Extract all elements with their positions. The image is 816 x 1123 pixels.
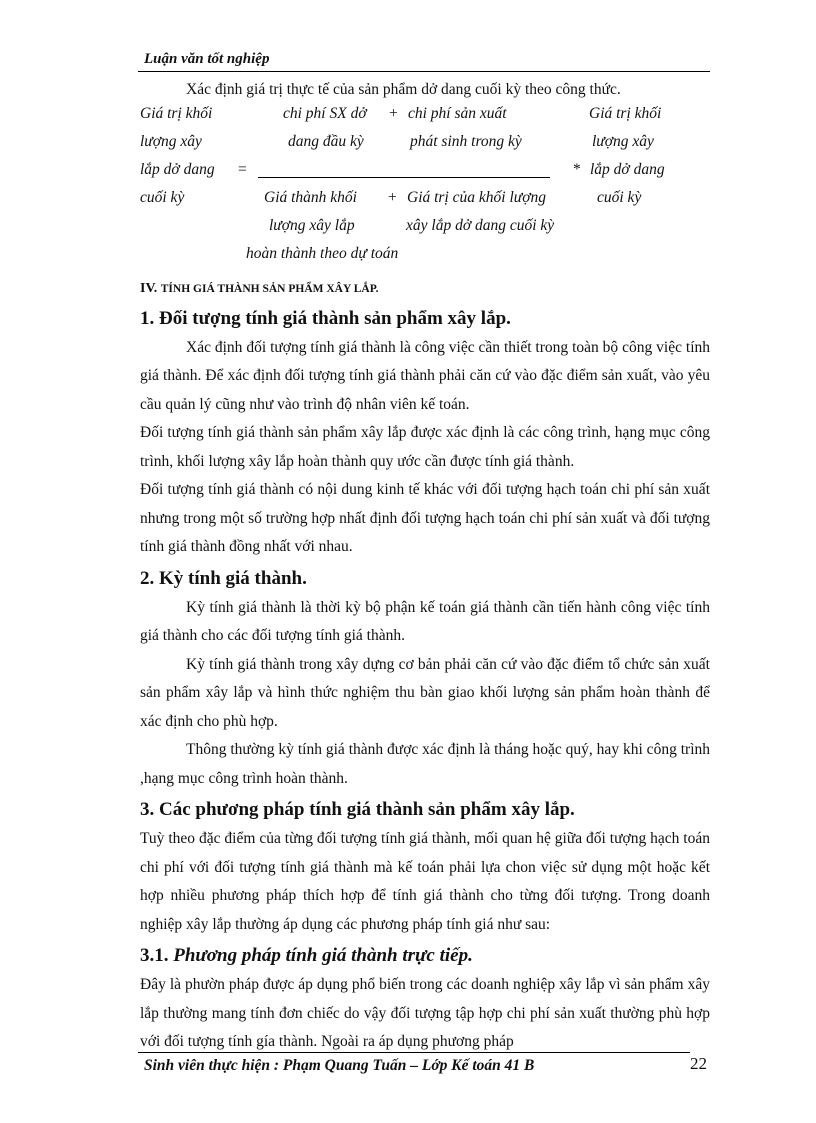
section-2-paragraph-3: Thông thường kỳ tính giá thành được xác định là tháng hoặc quý, hay khi công trình ,hạng mục công trình hoàn thành.: [140, 741, 710, 787]
running-footer: Sinh viên thực hiện : Phạm Quang Tuấn – Lớp Kế toán 41 B: [144, 1057, 535, 1074]
section-iv-heading: [140, 276, 710, 302]
section-1-paragraph-1: Xác định đối tượng tính giá thành là công việc cần thiết trong toàn bộ công việc tính giá thành. Để xác định đối tượng tính giá thành phải căn cứ vào đặc điểm sản xuất, vào yêu cầu quản lý cũng như vào trình độ nhân viên kế toán.: [140, 338, 710, 413]
formula-intro: Xác định giá trị thực tế của sản phẩm dở dang cuối kỳ theo công thức.: [186, 81, 621, 98]
section-3-1-paragraph-1: Đây là phườn pháp được áp dụng phổ biến trong các doanh nghiệp xây lắp vì sản phẩm xây lắp thường mang tính đơn chiếc do vậy đối tượng tập hợp chi phí sản xuất thường phù hợp với đối tượng tính gía thành. Ngoài ra áp dụng phương pháp: [140, 976, 710, 1050]
section-1-heading: 1. Đối tượng tính giá thành sản phẩm xây lắp.: [140, 307, 511, 329]
section-3-paragraph-1: Tuỳ theo đặc điểm của từng đối tượng tính giá thành, mối quan hệ giữa đối tượng hạch toán chi phí với đối tượng tính giá thành mà kế toán phải lựa chon việc sử dụng một hoặc kết hợp nhiều phương pháp thích hợp để tính giá thành cho từng đối tượng. Trong doanh nghiệp xây lắp thường áp dụng các phương pháp tính giá như sau:: [140, 830, 710, 933]
formula-num-b-2: phát sinh trong kỳ: [410, 132, 522, 150]
formula-right-4: cuối kỳ: [597, 188, 642, 206]
formula-num-a-1: chi phí SX dở: [283, 104, 367, 122]
formula-den-a-2: lượng xây lắp: [269, 216, 355, 234]
formula-block: [140, 105, 710, 272]
formula-den-a-3: hoàn thành theo dự toán: [246, 244, 399, 262]
formula-left-4: cuối kỳ: [140, 188, 185, 206]
section-3-1-heading: [140, 941, 710, 971]
section-1-paragraph-3: Đối tượng tính giá thành có nội dung kinh tế khác với đối tượng hạch toán chi phí sản xuất nhưng trong một số trường hợp nhất định đối tượng hạch toán chi phí sản xuất và đối tượng tính giá thành đồng nhất với nhau.: [140, 481, 710, 555]
section-iv-numeral: IV.: [140, 280, 158, 296]
header-rule: [138, 71, 710, 72]
formula-right-3: lắp dở dang: [590, 160, 665, 178]
section-3-heading: 3. Các phương pháp tính giá thành sản phẩm xây lắp.: [140, 799, 575, 820]
formula-left-3: lắp dở dang: [140, 160, 215, 178]
formula-num-a-2: dang đầu kỳ: [288, 132, 364, 150]
section-1-paragraph-2: Đối tượng tính giá thành sản phẩm xây lắp được xác định là các công trình, hạng mục công trình, khối lượng xây lắp hoàn thành quy ước cần được tính giá thành.: [140, 424, 710, 470]
footer-rule: [138, 1052, 690, 1053]
section-2-paragraph-1: Kỳ tính giá thành là thời kỳ bộ phận kế toán giá thành cần tiến hành công việc tính giá thành cho các đối tượng tính giá thành.: [140, 598, 710, 644]
formula-den-plus: +: [388, 188, 397, 206]
formula-den-b-2: xây lắp dở dang cuối kỳ: [406, 216, 555, 234]
page-number: 22: [690, 1054, 707, 1073]
formula-right-1: Giá trị khối: [589, 104, 662, 122]
page-content: [140, 76, 710, 1057]
running-header: Luận văn tốt nghiệp: [144, 51, 270, 67]
formula-num-b-1: chi phí sản xuất: [408, 104, 507, 122]
formula-den-b-1: Giá trị của khối lượng: [407, 188, 546, 206]
formula-times: *: [573, 160, 581, 178]
section-3-1-number: 3.1.: [140, 945, 169, 966]
formula-left-2: lượng xây: [140, 132, 202, 150]
section-2-heading: 2. Kỳ tính giá thành.: [140, 567, 307, 589]
section-3-1-title: Phương pháp tính giá thành trực tiếp.: [173, 945, 473, 966]
formula-right-2: lượng xây: [592, 132, 654, 150]
formula-num-plus: +: [389, 104, 398, 122]
section-2-paragraph-2: Kỳ tính giá thành trong xây dựng cơ bản phải căn cứ vào đặc điểm tổ chức sản xuất sản phẩm xây lắp và hình thức nghiệm thu bàn giao khối lượng sản phẩm hoàn thành để xác định cho phù hợp.: [140, 655, 710, 730]
formula-left-1: Giá trị khối: [140, 104, 213, 122]
section-iv-title: TÍNH GIÁ THÀNH SẢN PHẨM XÂY LẮP.: [160, 282, 379, 295]
fraction-line: [258, 177, 550, 178]
formula-equals: =: [238, 160, 247, 178]
formula-den-a-1: Giá thành khối: [264, 188, 357, 206]
